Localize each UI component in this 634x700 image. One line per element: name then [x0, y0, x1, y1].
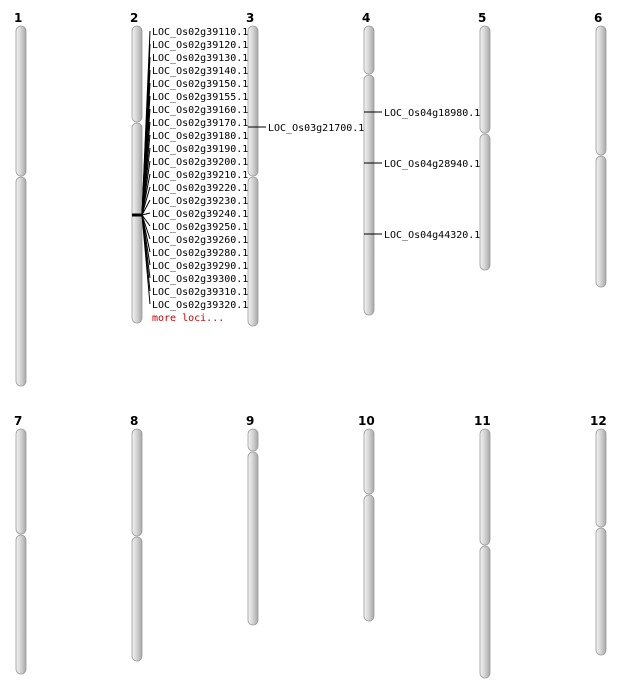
chromosome-label-9: 9: [246, 414, 255, 428]
chromosome-label-11: 11: [474, 414, 491, 428]
chromosome-12: [596, 429, 606, 655]
locus-label: LOC_Os02g39170.1: [152, 118, 249, 129]
chromosome-label-4: 4: [362, 11, 371, 25]
chromosome-7: [16, 429, 26, 674]
chromosome-label-7: 7: [14, 414, 23, 428]
locus-label: LOC_Os02g39190.1: [152, 144, 249, 155]
locus-label: LOC_Os03g21700.1: [268, 123, 365, 134]
locus-label: LOC_Os02g39110.1: [152, 27, 249, 38]
locus-label: LOC_Os02g39300.1: [152, 274, 249, 285]
locus-label: LOC_Os02g39230.1: [152, 196, 249, 207]
chromosome-label-5: 5: [478, 11, 487, 25]
locus-label: LOC_Os02g39160.1: [152, 105, 249, 116]
locus-label: LOC_Os02g39180.1: [152, 131, 249, 142]
chr3-locus: [248, 123, 364, 134]
locus-label: LOC_Os02g39290.1: [152, 261, 249, 272]
locus-label: LOC_Os04g44320.1: [384, 230, 481, 241]
locus-label: LOC_Os02g39320.1: [152, 300, 249, 311]
chromosome-10: [364, 429, 374, 621]
more-loci-link[interactable]: more loci...: [152, 313, 225, 324]
locus-label: LOC_Os02g39260.1: [152, 235, 249, 246]
chromosome-label-3: 3: [246, 11, 255, 25]
locus-label: LOC_Os02g39280.1: [152, 248, 249, 259]
locus-label: LOC_Os02g39210.1: [152, 170, 249, 181]
locus-label: LOC_Os02g39155.1: [152, 92, 249, 103]
locus-label: LOC_Os04g28940.1: [384, 159, 481, 170]
chromosome-9: [248, 429, 258, 625]
chromosome-11: [480, 429, 490, 678]
locus-label: LOC_Os02g39120.1: [152, 40, 249, 51]
locus-label: LOC_Os02g39130.1: [152, 53, 249, 64]
chromosome-label-8: 8: [130, 414, 139, 428]
locus-label: LOC_Os02g39200.1: [152, 157, 249, 168]
locus-label: LOC_Os02g39310.1: [152, 287, 249, 298]
chromosome-8: [132, 429, 142, 661]
chromosome-6: [596, 26, 606, 287]
locus-label: LOC_Os02g39220.1: [152, 183, 249, 194]
chromosome-4: [364, 26, 374, 315]
locus-label: LOC_Os04g18980.1: [384, 108, 481, 119]
chromosome-label-10: 10: [358, 414, 375, 428]
locus-label: LOC_Os02g39240.1: [152, 209, 249, 220]
chromosome-5: [480, 26, 490, 270]
chromosome-label-1: 1: [14, 11, 23, 25]
locus-label: LOC_Os02g39150.1: [152, 79, 249, 90]
chromosome-label-2: 2: [130, 11, 139, 25]
chromosome-1: [16, 26, 26, 386]
locus-label: LOC_Os02g39250.1: [152, 222, 249, 233]
chromosome-label-6: 6: [594, 11, 603, 25]
chromosome-2: [132, 26, 142, 323]
chr2-locus-labels: [152, 27, 248, 324]
chromosome-label-12: 12: [590, 414, 607, 428]
chr4-loci: [364, 108, 480, 241]
chromosome-3: [248, 26, 258, 326]
locus-label: LOC_Os02g39140.1: [152, 66, 249, 77]
